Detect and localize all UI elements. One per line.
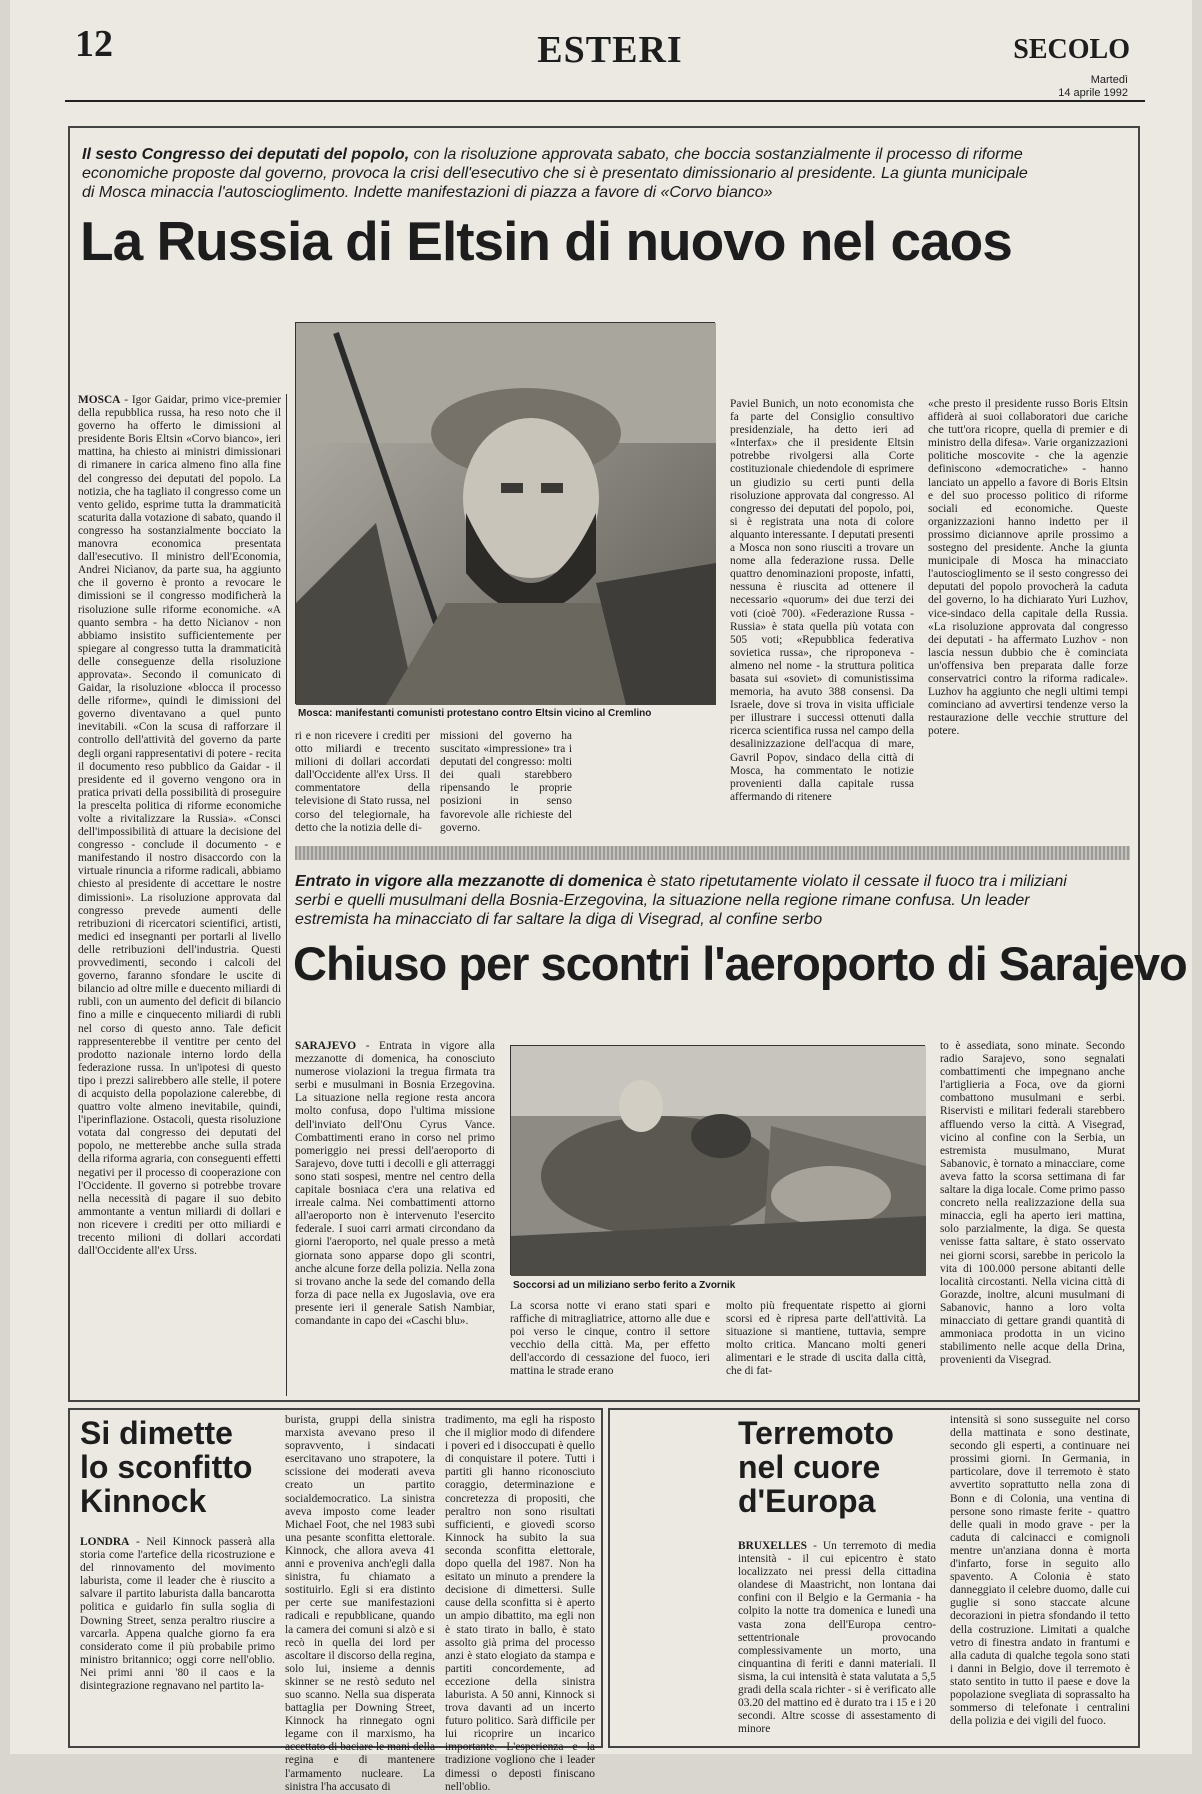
russia-col4-text: Paviel Bunich, un noto economista che fa parte del Consiglio consultivo presidenziale, ha detto ieri ad «Interfax» che il presidente Eltsin potrebbe rivolgersi alla Corte costituzionale chiedendole di esprimere un giudizio su certi punti della risoluzione approvata dal congresso. Al congresso dei deputati del popolo, poi, si è registrata una nota di colore alquanto interessante. I deputati presenti a Mosca non sono riusciti a trovare un nome alla federazione russa. Delle quattro denominazioni proposte, infatti, nessuna è riuscita ad ottenere il necessario «quorum» dei due terzi dei voti (cioè 700). «Federazione Russa - Russia» è stata quella più votata con 505 voti; «Repubblica federativa sovietica russa», che riproponeva - almeno nel nome - la struttura politica basata sui «soviet» di comunistissima memoria, ha avuto 388 consensi. Da Israele, dove si trova in visita ufficiale per illustrare i successi ottenuti dalla ricerca scientifica russa nel campo della desalinizzazione dell'acqua di mare, Gavril Popov, sindaco della città di Mosca, ha commentato le notizie provenienti dalla capitale russa affermando di ritenere <box>730 398 914 803</box>
russia-col3-text: missioni del governo ha suscitato «impressione» tra i deputati del congresso: molti dei quali starebbero ripensando le proprie posizioni in senso favorevole alle richieste del governo. <box>440 730 572 834</box>
bosnia-col2-text: La scorsa notte vi erano stati spari e raffiche di mitragliatrice, attorno alle due e poi verso le cinque, contro il settore vecchio della città. Ma, per effetto dell'accordo di cessazione del fuoco, ieri mattina le strade erano <box>510 1300 710 1378</box>
bosnia-column-3 <box>726 1300 926 1396</box>
russia-column-5 <box>928 398 1128 836</box>
kinnock-headline-line-2: lo sconfitto <box>80 1449 253 1485</box>
kinnock-col2-text: burista, gruppi della sinistra marxista avevano preso il sopravvento, i sindacati esercitavano uno strapotere, la scissione dei moderati aveva creato un partito socialdemocratico. La sinistra aveva imposto come leader Michael Foot, che nel 1983 subì una pesante sconfitta elettorale. Kinnock, che allora aveva 41 anni e proveniva anch'egli dalla sinistra, fu chiamato a sostituirlo. Egli si era distinto per certe sue manifestazioni radicali e repubblicane, quando la camera dei comuni si alzò e si recò in quella dei lord per ascoltare il discorso della regina, solo lui, insieme a dennis skinner se ne restò seduto nel suo scanno. Nella sua disperata battaglia per Downing Street, Kinnock ha rinnegato ogni legame con il marxismo, ha accettato di baciare le mani della regina e di mantenere l'armamento nucleare. La sinistra l'ha accusato di <box>285 1414 435 1793</box>
quake-col1-text: - Un terremoto di media intensità - il cui epicentro è stato localizzato nei pressi della cittadina olandese di Maastricht, non lontana dai confini con il Belgio e la Germania - ha colpito la notte tra domenica e lunedì una vasta zona dell'Europa centro-settentrionale provocando complessivamente un morto, una cinquantina di feriti e danni materiali. Il sisma, la cui intensità è stata valutata a 5,5 gradi della scala richter - si è verificato alle 03.20 del mattino ed è durato tra i 15 e i 20 secondi. Altre scosse di assestamento di minore <box>738 1540 936 1736</box>
quake-headline-line-2: nel cuore <box>738 1449 881 1485</box>
bosnia-col3-text: molto più frequentate rispetto ai giorni scorsi ed è ripresa parte dell'attività. La situazione si mantiene, tuttavia, sempre molto critica. Mancano molti generi alimentari e le strade di uscita dalla città, che di fat- <box>726 1300 926 1378</box>
kinnock-col1-text: - Neil Kinnock passerà alla storia come l'artefice della ricostruzione e del rinnovamento del movimento laburista, come il leader che è riuscito a salvare il partito laburista dalla bancarotta politica e guidarlo fin sulla soglia di Downing Street, senza peraltro riuscire a varcarla. Appena qualche giorno fa era considerato come il più probabile primo ministro britannico; oggi corre nell'oblio. Nei primi anni '80 il caos e la disintegrazione regnavano nel partito la- <box>80 1536 275 1693</box>
bosnia-dateline: SARAJEVO <box>295 1040 357 1052</box>
bosnia-kicker-text: è stato ripetutamente violato il cessate il fuoco tra i miliziani serbi e quelli musulmani della Bosnia-Erzegovina, la situazione nella regione rimane confusa. Un leader estremista ha minacciato di far saltare la diga di Visegrad, al confine serbo <box>295 873 1067 928</box>
kinnock-col3-text: tradimento, ma egli ha risposto che il miglior modo di difendere i poveri ed i disoccupati è quello di conquistare il potere. Tutti i partiti gli hanno riconosciuto coraggio, determinazione e concretezza di propositi, che peraltro non sono risultati sufficienti, e giovedì scorso Kinnock ha subito la sua seconda sconfitta elettorale, dopo quella del 1987. Non ha esitato un minuto a prendere la decisione di dimettersi. Sulle cause della sconfitta si è aperto un ampio dibattito, ma egli non è stato tirato in ballo, è stato assolto già prima del processo anzi è stato elogiato da stampa e partiti concordemente, ad eccezione della sinistra laburista. A 50 anni, Kinnock si trova davanti ad un incerto futuro politico. Sarà difficile per lui ricoprire un incarico importante. L'esperienza e la tradizione vogliono che i leader dimessi o deposti finiscano nell'oblio. <box>445 1414 595 1793</box>
quake-headline-line-1: Terremoto <box>738 1415 894 1451</box>
russia-photo-caption: Mosca: manifestanti comunisti protestano contro Eltsin vicino al Cremlino <box>298 708 652 719</box>
quake-column-2 <box>950 1414 1130 1742</box>
issue-date <box>1010 74 1128 100</box>
quake-col2-text: intensità si sono susseguite nel corso della mattinata e sono destinate, secondo gli esperti, a continuare nei prossimi giorni. In Germania, in particolare, dove il terremoto è stato avvertito soprattutto nella zona di Bonn e di Colonia, una ventina di persone sono rimaste ferite - quattro delle quali in modo grave - per la caduta di calcinacci e comignoli mentre un'anziana donna è morta d'infarto, forse in seguito allo spavento. A Colonia è stato danneggiato il celebre duomo, dalle cui guglie si sono staccate alcune decorazioni in pietra sfondando il tetto della costruzione. Limitati a qualche vetro di finestra andato in frantumi e alla caduta di qualche tegola sono stati i danni in Belgio, dove il terremoto è stato sentito in tutto il paese e dove la popolazione svegliata di soprassalto ha sommerso di telefonate i centralini della polizia e dei vigili del fuoco. <box>950 1414 1130 1728</box>
russia-dateline: MOSCA <box>78 394 121 406</box>
bosnia-photo-caption: Soccorsi ad un miliziano serbo ferito a Zvornik <box>513 1280 736 1291</box>
russia-photo <box>295 322 715 704</box>
russia-column-4 <box>730 398 914 836</box>
header-rule <box>65 100 1145 102</box>
quake-headline <box>738 1416 938 1518</box>
bosnia-column-4 <box>940 1040 1125 1396</box>
kinnock-column-2 <box>285 1414 435 1793</box>
issue-date-text: 14 aprile 1992 <box>1058 87 1128 99</box>
bearded-protester-image <box>296 323 716 705</box>
masthead-logo: SECOLO <box>1013 34 1130 65</box>
russia-headline: La Russia di Eltsin di nuovo nel caos <box>80 210 1012 272</box>
russia-col2-text: ri e non ricevere i crediti per otto miliardi e trecento milioni di dollari accordati dall'Occidente all'ex Urss. Il commentatore della televisione di Stato russa, nel corso del telegiornale, ha detto che la notizia delle di- <box>295 730 430 834</box>
quake-column-1 <box>738 1540 936 1742</box>
kinnock-dateline: LONDRA <box>80 1536 130 1548</box>
russia-kicker-bold: Il sesto Congresso dei deputati del popolo, <box>82 146 410 163</box>
newspaper-page <box>10 0 1192 1793</box>
russia-col5-text: «che presto il presidente russo Boris Eltsin affiderà ai suoi collaboratori due cariche che tutt'ora ricopre, quella di premier e di ministro della difesa». Varie organizzazioni politiche moscovite - che la agenzie definiscono «democratiche» - hanno lanciato un appello a favore di Boris Eltsin e del suo processo politico di riforme sociali ed economiche. Queste organizzazioni hanno indetto per il prossimo diciannove aprile prossimo a sostegno del presidente. Anche la giunta municipale di Mosca ha minacciato l'autoscioglimento se il sesto congresso dei deputati del popolo provocherà la caduta del governo, lo ha dichiarato Yuri Luzhov, vice-sindaco della capitale della Russia. «La risoluzione approvata dal congresso dei deputati - ha affermato Luzhov - non lascia nessun dubbio che è cominciata un'offensiva ben preparata dalle forze conservatrici contro la riforma radicale». Luzhov ha aggiunto che negli ultimi tempi cominciano ad avvertirsi tendenze verso la restaurazione delle vecchie strutture del potere. <box>928 398 1128 738</box>
russia-column-2 <box>295 730 430 836</box>
russia-column-1 <box>78 394 281 1396</box>
kinnock-headline <box>80 1416 270 1518</box>
bosnia-column-1 <box>295 1040 495 1396</box>
section-separator <box>295 846 1130 860</box>
kinnock-column-1 <box>80 1536 275 1742</box>
russia-col1-text: - Igor Gaidar, primo vice-premier della repubblica russa, ha reso noto che il governo ha offerto le dimissioni al presidente Boris Eltsin «Corvo bianco», ieri mattina, ha chiesto ai ministri dimissionari di rimanere in carica almeno fino alla fine del congresso dei deputati del popolo. La notizia, che ha tagliato il congresso come un vento gelido, esprime tutta la drammaticità scaturita dalla votazione di sabato, quando il congresso ha sostanzialmente bocciato la manovra economica presentata dall'esecutivo. Il ministro dell'Economia, Andrei Nicìanov, da parte sua, ha aggiunto che il governo è pronto a revocare le dimissioni se il congresso modificherà la risoluzione sulle riforme economiche. «A quanto sembra - ha detto Nicìanov - non abbiamo insistito sufficientemente per spiegare al congresso tutta la drammaticità delle conseguenze della risoluzione approvata». Secondo il comunicato di Gaidar, la risoluzione «blocca il processo delle riforme», quindi le dimissioni del governo diventavano a quel punto inevitabili. «Con la scusa di rafforzare il controllo dell'attività del governo da parte degli organi rappresentativi di potere - recita il documento reso pubblico da Gaidar - il presidente ed il governo vengono ora in pratica privati della possibilità di proseguire la prescelta politica di riforme economiche volte a rivitalizzare la Russia». «Consci dell'impossibilità di attuare la decisione del congresso - conclude il documento - e manifestando il nostro disaccordo con la virtuale rinuncia a riforme radicali, abbiamo chiesto al presidente di accettare le nostre dimissioni». La risoluzione approvata dal congresso prevede aumenti delle retribuzioni di ricercatori scientifici, artisti, medici ed insegnanti per portarli al livello delle retribuzioni dell'industria. Questi provvedimenti, secondo i calcoli del governo, faranno sfondare le uscite di bilancio ad oltre mille e duecento miliardi di rubli, con un aumento del deficit di bilancio fino a mille e cinquecento miliardi di rubli nel corso di questo anno. Tale deficit rappresenterebbe il ventitre per cento del prodotto nazionale interno lordo della federazione russa. In un'ipotesi di questo tipo i prezzi salirebbero alle stelle, il potere di acquisto della popolazione calerebbe, di quattro volte almeno inevitabile, quindi, l'iperinflazione. Ostacoli, questa risoluzione votata dal congresso dei deputati del popolo, ne metterebbe anche sulla strada della riforma agraria, con conseguenti effetti negativi per il processo di cooperazione con l'Occidente. Il governo si potrebbe trovare nella necessità di pagare il suo debito ammontante a ventun miliardi di dollari e non ricevere i crediti per otto miliardi e trecento milioni di dollari accordati dall'Occidente all'ex Urss. <box>78 394 281 1258</box>
russia-column-3 <box>440 730 572 836</box>
bosnia-column-2 <box>510 1300 710 1396</box>
wounded-militiaman-image <box>511 1046 926 1276</box>
column-divider <box>286 394 287 1396</box>
bosnia-col1-text: - Entrata in vigore alla mezzanotte di domenica, ha conosciuto numerose violazioni la tregua firmata tra serbi e musulmani in Bosnia Erzegovina. La situazione nella regione resta ancora molto confusa, dopo l'ultima missione dell'inviato dell'Onu Cyrus Vance. Combattimenti erano in corso nel primo pomeriggio nei pressi dell'aeroporto di Sarajevo, dove tutti i decolli e gli atterraggi sono stati sospesi, mentre nel centro della capitale bosniaca c'era una relativa ed irreale calma. Nei combattimenti attorno all'aeroporto non è intervenuto l'esercito federale. I suoi carri armati circondano da giorni l'aeroporto, nel quale presso a metà giornata sono apparse dopo gli scontri, anche alcune forze della polizia. Nella zona si trovano anche la sede del comando della forza di pace nella ex Jugoslavia, ove era presente ieri il generale Satish Nambiar, comandante in capo dei «Caschi blu». <box>295 1040 495 1327</box>
bosnia-kicker-bold: Entrato in vigore alla mezzanotte di domenica <box>295 873 643 890</box>
kinnock-headline-line-1: Si dimette <box>80 1415 233 1451</box>
bosnia-col4-text: to è assediata, sono minate. Secondo radio Sarajevo, sono segnalati combattimenti che impegnano anche l'artiglieria a Foca, ove da giorni combattono musulmani e serbi. Riservisti e militari federali starebbero affluendo verso la città. A Visegrad, vicino al confine con la Serbia, un estremista musulmano, Murat Sabanovic, è tornato a minacciare, come aveva fatto la scorsa settimana di far saltare la diga locale. Come primo passo concreto nella realizzazione della sua minaccia, egli ha aperto ieri mattina, solo parzialmente, la diga. Se questa venisse fatta saltare, è stato osservato nei giorni scorsi, sarebbe in pericolo la vita di 100.000 persone abitanti delle località circostanti. Nella vicina città di Gorazde, inoltre, alcuni musulmani di Sabanovic, hanno a loro volta minacciato di gettare grandi quantità di ammoniaca prodotta in un vicino stabilimento nelle acque della Drina, provenienti da Visegrad. <box>940 1040 1125 1367</box>
issue-day: Martedì <box>1090 74 1128 86</box>
bosnia-headline: Chiuso per scontri l'aeroporto di Sarajevo <box>293 937 1187 990</box>
kinnock-headline-line-3: Kinnock <box>80 1483 207 1519</box>
russia-kicker <box>82 145 1042 202</box>
section-title: ESTERI <box>537 29 683 71</box>
kinnock-column-3 <box>445 1414 595 1793</box>
bosnia-kicker <box>295 872 1095 929</box>
quake-headline-line-3: d'Europa <box>738 1483 876 1519</box>
quake-dateline: BRUXELLES <box>738 1540 808 1552</box>
russia-kicker-text: con la risoluzione approvata sabato, che boccia sostanzialmente il processo di riforme economiche proposte dal governo, provoca la crisi dell'esecutivo che si è presentato dimissionario al presidente. La giunta municipale di Mosca minaccia l'autoscioglimento. Indette manifestazioni di piazza a favore di «Corvo bianco» <box>82 146 1028 201</box>
page-number: 12 <box>75 23 113 65</box>
bosnia-photo <box>510 1045 925 1275</box>
